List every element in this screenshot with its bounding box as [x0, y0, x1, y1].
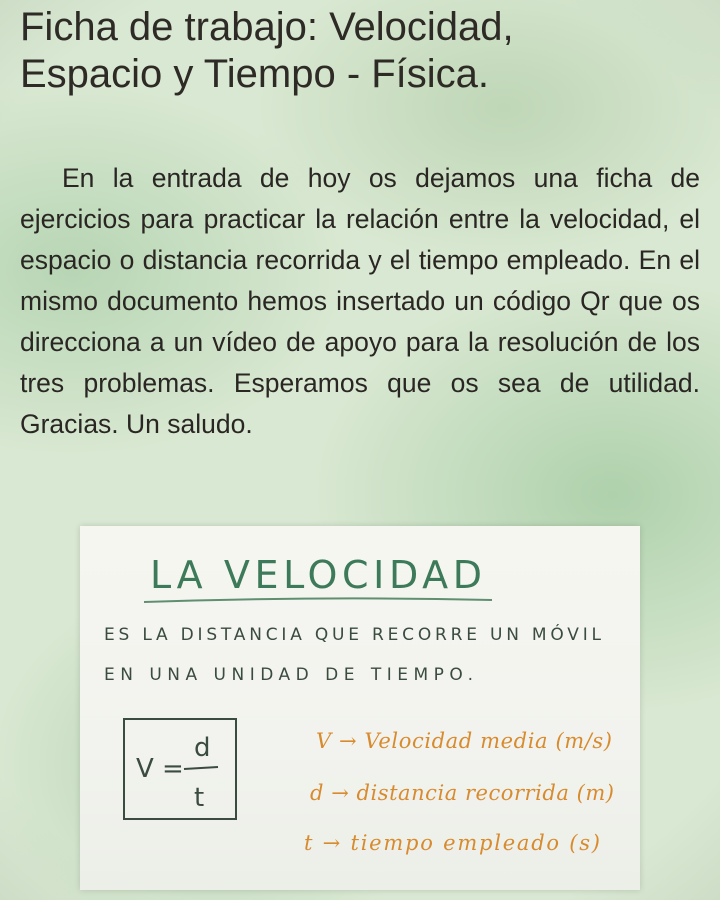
article-paragraph: En la entrada de hoy os dejamos una ficha de ejercicios para practicar la relación entre la velocidad, el espacio o distancia recorrida y el tiempo empleado. En el mismo documento hemos insertado un código Qr que os direcciona a un vídeo de apoyo para la resolución de los tres problemas. Esperamos que os sea de utilidad. Gracias. Un saludo.	[20, 163, 700, 439]
formula-fraction-bar	[184, 767, 218, 769]
formula-lhs: V =	[136, 754, 184, 784]
legend-time: t → tiempo empleado (s)	[304, 831, 600, 855]
page-title-line-2: Espacio y Tiempo - Física.	[20, 52, 490, 96]
definition-line-1: ES LA DISTANCIA QUE RECORRE UN MÓVIL	[104, 625, 604, 645]
definition-line-2: EN UNA UNIDAD DE TIEMPO.	[104, 665, 476, 685]
page-title	[20, 4, 700, 98]
formula-numerator: d	[194, 733, 211, 763]
legend-distance: d → distancia recorrida (m)	[310, 781, 614, 805]
formula-denominator: t	[194, 783, 205, 813]
handwritten-note-photo	[80, 526, 640, 890]
note-heading: LA VELOCIDAD	[150, 553, 490, 597]
heading-underline	[144, 598, 492, 602]
legend-velocity: V → Velocidad media (m/s)	[316, 729, 612, 753]
page-title-line-1: Ficha de trabajo: Velocidad,	[20, 5, 514, 49]
handwritten-note-drawing	[80, 526, 640, 890]
